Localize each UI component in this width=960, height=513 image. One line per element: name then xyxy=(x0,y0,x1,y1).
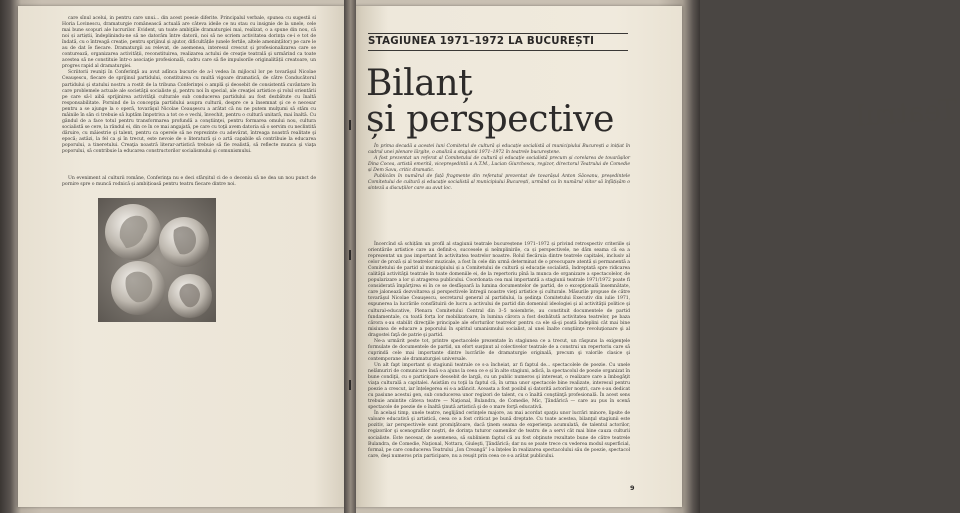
medallion-photo-icon xyxy=(98,198,216,322)
header-rule-top xyxy=(368,33,628,34)
article-intro xyxy=(368,144,630,238)
body-paragraph-4: În același timp, unele teatre, neglijând cerinţele majore, au mai acordat spaţiu unor lucrări minore, lipsite de valoare educativă şi artistică, ceea ce a fost criticat pe bună dreptate. Cu toate acestea, bilanţul stagiunii este pozitiv, iar perspectivele sunt promiţătoare, dacă ţinem seama de experienţa acumulată, de talentul actorilor, regizorilor şi scenografilor noştri, de dorinţa tuturor oamenilor de teatru de a servi cât mai bine cauza culturii socialiste. Este necesar, de asemenea, să subliniem faptul că au fost obţinute rezultate bune de către teatrele Bulandra, de Comedie, Naţional, Nottara, Giuleşti, Ţăndărică; dar nu se poate trece cu vederea modul superficial, formal, pe care conducerea Teatrului „Ion Creangă” l-a înțeles în realizarea spectacolului său de poezie, spectacol care, deşi numeros prin participare, nu a reuşit prin ceea ce s-a arătat publicului. xyxy=(368,411,630,459)
left-paragraph-1: care sînul acelui, in pentru care unui... din acest poesie diferite. Principalul verbale, spunea cu sugestii si Horia Lovinescu, dramaturgie românească actuală are câteva ideile ce nu stau cu insignie de la unele, cele mai bune scopuri ale lucrurilor. Evident, un toate ambiţiile dramaturgiei mai, realizat, o a spune din nou, că noi și artiștii, îndeplinindu-ne să ne datorăm între datorii, noi să ne scriem activitatea dorința ce-i e tot de îndată, cu o întreagă creație, pentru sprijinul și ajutor, dificultățile (unele fertile, altele amenințător) pe care le au de dat îe fiecare. Dramaturgii au relevat, de asemenea, interesul crescut și profesionalizarea care se conturează, organizarea activității, reconstituirea, realizarea actului de creaţie teatrală şi urmărind ca toate acestea să ne constituie într-o asociaţie profesională, cadru care să fie impulsorile originalității creatoare, un progres rapid al dramaturgiei. xyxy=(62,16,316,70)
article-title-line-2: și perspective xyxy=(366,99,614,140)
intro-paragraph-2: A fost prezentat un referat al Comitetului de cultură și educație socialistă precum și corelarea de tovarășilor Dina Cocea, artistă emerită, vicepreşedintă a A.T.M., Lucian Giurchescu, regizor, directorul Teatrului de Comedie și Dem Savu, critic dramatic. xyxy=(368,156,630,174)
body-paragraph-2: Ne-a urmărit peste tot, printre spectacolele prezentate în stagiunea ce a trecut, un răspuns la exigenţele formulate de documentele de partid, un efort susţinut al colectivelor teatrale de a construi un repertoriu care să cuprindă cele mai importante dintre lucrările de dramaturgie originală, precum şi valorile clasice şi contemporane ale dramaturgiei universale. xyxy=(368,338,630,362)
binding-stitch xyxy=(349,120,351,130)
left-paragraph-3: Un eveniment al culturii române, Conferinţa nu e deci sfârșitul ci de o deceniu să ne dea un nou punct de pornire spre o muncă rodnică și ambițioasă pentru teatru fiecare dintre noi. xyxy=(62,176,316,188)
body-paragraph-1: Încercînd să schițăm un profil al stagiunii teatrale bucureștene 1971–1972 și privind retrospectiv criteriile și orientările artistice care au definit-o, succesele și neîmplinirile, ca și perspectivele, ne dăm seama că ea a reprezentat un pas important în activitatea teatrelor noastre. Rolul fiecăruia dintre teatrele capitalei, inclusiv al celor de proză și al teatrelor muzicale, a fost în cele din urmă determinat de o preocupare atentă și permanentă a Comitetului de partid al municipiului și a Comitetului de cultură și educație socialistă, îndreptată spre ridicarea calităţii activităţii teatrale în toate domeniile ei, de la repertoriu pînă la munca de organizare a spectacolelor, de popularizare a lor și atragerea publicului. Coordonata cea mai importantă a stagiunii teatrale 1971/1972 poate fi considerată împărţirea ei în ce se desfăşoară la lumina documentelor de partid, de o excepţională însemnătate, care jalonează dezvoltarea şi perspectivele întregii noastre vieţi artistice şi culturale. Măsurile propuse de către tovarăşul Nicolae Ceauşescu, secretarul general al partidului, la şedinţa Comitetului Executiv din iulie 1971, expunerea la lucrările consfătuirii de lucru a activului de partid din domeniul ideologiei şi al activităţii politice şi cultural-educative, Plenara Comitetului Central din 3–5 noiembrie, au constituit documentele de partid fundamentale, cu toată forța lor mobilizatoare, în lumina cărora a fost dezbătută activitatea teatrelor, pe baza cărora s-au stabilit direcţiile principale ale eforturilor teatrelor pentru ca ele să-şi poată îndeplini cât mai bine misiunea de educare a poporului în spiritul umanismului socialist, al unei înalte conştiinţe revoluţionare şi al dragostei faţă de patrie şi partid. xyxy=(368,242,630,338)
article-title-line-1: Bilanț xyxy=(366,63,473,104)
bleed-through-text: Teatrul xyxy=(854,92,959,133)
left-page-text-top xyxy=(62,16,316,185)
left-paragraph-2: Scriitorii reuniţi în Conferinţă au avut adînca bucurie de a-l vedea în mijlocul lor pe tovarăşul Nicolae Ceauşescu, fiecare de sprijinul partidului, constituirea cu multă vigoare dramatică, de către Conducătorul partidului şi statului nostru a rostit de la tribuna Conferinţei o amplă şi deosebit de consistentă cuvântare în care problemele actuale ale societăţii socialiste şi, pentru noi în special, ale creaţiei artistice şi rolul orientării pe care să-l aibă sprijinirea activităţii culturale sub conducerea partidului au fost dezbătute cu înaltă responsabilitate. Pornind de la concepţia partidului asupra culturii, despre ce a însemnat şi ce e necesar pentru a se ajunge la o operă, tovarăşul Nicolae Ceauşescu a arătat că nu ne putem mulţumi să stăm cu mâinile în sân ci trebuie să luptăm împotriva a tot ce e vechi, învechit, pentru o cultură unitară, mai înaltă. Cu gândul de a face totul pentru transformarea profundă a conştiinţei, pentru formarea omului nou, cultura socialistă se cere, la rândul ei, din ce în ce mai angajată, pe care cu toţii avem datoria să o servim cu neclintită dăruire, cu măiestrie şi talent, pentru ca operele să ne reprezinte cu adevărat, întreaga noastră realitate şi epocă; astăzi, la fel ca şi în trecut, este nevoie de o literatură şi o artă capabile să contribuie la educarea poporului, a tineretului. Creaţia noastră literar-artistică trebuie să fie realistă, să reflecte munca şi viaţa poporului, să contribuie la educarea constructorilor socialismului şi comunismului. xyxy=(62,70,316,155)
binding-stitch xyxy=(349,380,351,390)
left-page-text-closing xyxy=(62,176,316,198)
medallion-relief-photo xyxy=(98,198,216,322)
article-body xyxy=(368,242,630,478)
section-header: STAGIUNEA 1971–1972 LA BUCUREȘTI xyxy=(368,36,595,47)
intro-paragraph-1: În prima decadă a acestei luni Comitetul de cultură și educație socialistă al municipiului București a inițiat în cadrul unei plenare lărgite, o analiză a stagiunii 1971–1972 în teatrele bucureștene. xyxy=(368,144,630,156)
header-rule-bottom xyxy=(368,50,628,51)
intro-paragraph-3: Publicăm în numărul de față fragmente din referatul prezentat de tovarășul Anton Săceanu, președintele Comitetului de cultură și educație socialistă al municipiului București, urmând ca în numărul viitor să înfățișăm o sinteză a discuțiilor care au avut loc. xyxy=(368,174,630,192)
body-paragraph-3: Un alt fapt important și stagiunii teatrale ce s-a încheiat, ar fi faptul de... spectacolele de poezie. Cu unele nelămuriri de comunicare însă s-a ajuns la ceea ce e și în alte stagiuni, adică, la spectacolul de poezie organizat în bune condiţii, cu o participare deosebit de largă, cu un public numeros şi interesat, o realizare care a îmbogăţit viaţa culturală a capitalei. Asistăm cu toţii la faptul că, în urma unor spectacole bine realizate, interesul pentru poezie a crescut, iar înțelegerea ei s-a adâncit. Aceasta a fost posibil și datorită actorilor noștri, care s-au dedicat cu pasiune acestui gen, sub conducerea unor regizori de talent, cu o înaltă conştiinţă profesională. În acest sens trebuie amintite câteva teatre — Naţional, Bulandra, de Comedie, Mic, Ţăndărică — care au pus în scenă spectacole de poezie de o înaltă ţinută artistică şi de o mare forţă educativă. xyxy=(368,362,630,411)
binding-stitch xyxy=(349,250,351,260)
page-number: 9 xyxy=(630,484,635,492)
